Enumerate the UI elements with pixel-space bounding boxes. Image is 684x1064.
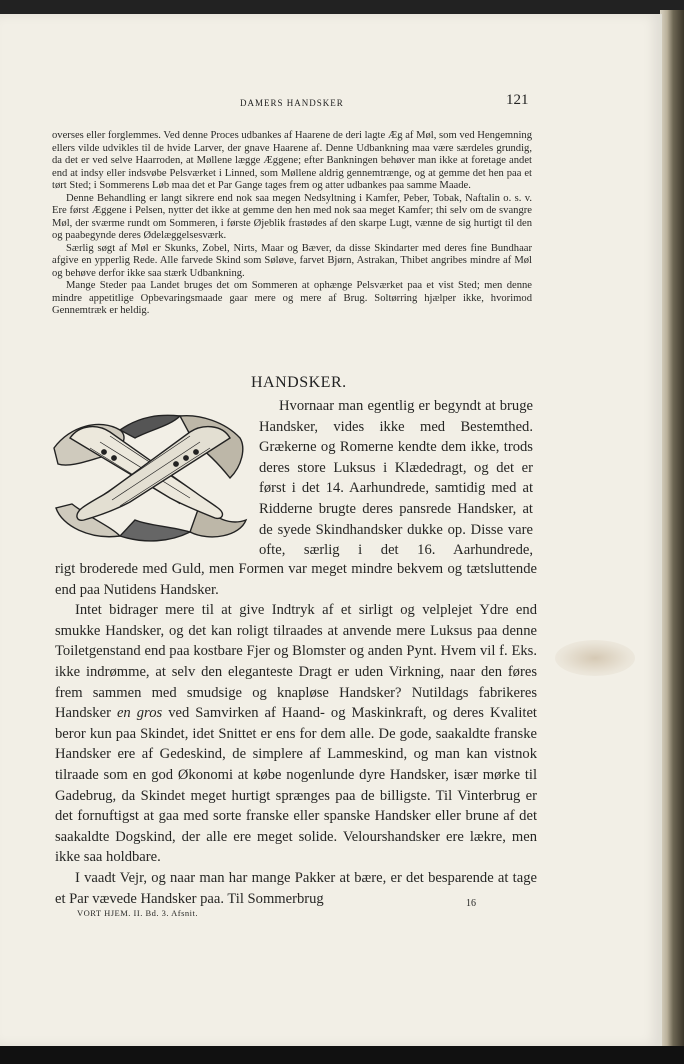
running-title: DAMERS HANDSKER [240, 98, 344, 108]
small-paragraph: overses eller forglemmes. Ved denne Proces udbankes af Haarene de deri lagte Æg af Møl, som ved Hengemning ellers vilde udvikles til de hvide Larver, der gnave Haarene af. Denne Udbankning maa være særdeles grundig, da det er ved selve Haarroden, at Møllene lægge Æggene; efter Bankningen behøver man ikke at foretage andet end at indsy eller indsvøbe Pelsværket i Linned, som Møllene aldrig gennemtrænge, og at gemme det hen paa et tørt Sted; i Sommerens Løb maa det et Par Gange tages frem og atter udbankes paa samme Maade. [52, 130, 533, 191]
main-paragraph: I vaadt Vejr, og naar man har mange Pakker at bære, er det besparende at tage et Par vævede Handsker paa. Til Sommerbrug [55, 869, 537, 907]
small-print-block [52, 130, 532, 318]
section-heading: HANDSKER. [251, 374, 347, 391]
main-paragraph: rigt broderede med Guld, men Formen var meget mindre bekvem og tætsluttende end paa Nutidens Handsker. [55, 561, 537, 598]
page-stain [555, 640, 635, 676]
main-paragraph: Hvornaar man egentlig er begyndt at bruge Handsker, vides ikke med Bestemthed. Grækerne og Romerne kendte dem ikke, trods deres store Luksus i Klædedragt, og det er først i det 14. Aarhundrede, samtidig med at Ridderne brugte deres pansrede Handsker, at de syede Skindhandsker dukke op. Disse vare ofte, særlig i det 16. Aarhundrede, [259, 398, 533, 559]
gloves-illustration-icon [50, 408, 250, 546]
text-run: Intet bidrager mere til at give Indtryk af et sirligt og velplejet Ydre end smukke Handsker, og det kan roligt tilraades at anvende mere Luksus paa denne Toiletgenstand end paa kostbare Fjer og Blomster og anden Pynt. Hvem vil f. Eks. ikke indrømme, at selv den eleganteste Dragt er uden Virkning, naar den føres frem sammen med smudsige og knapløse Handsker? Nutildags fabrikeres Handsker [55, 602, 537, 722]
main-text-block [55, 559, 537, 909]
italic-term: en gros [116, 705, 163, 722]
intro-paragraph-narrow [259, 396, 533, 561]
book-spine [660, 10, 684, 1050]
text-run: ved Samvirken af Haand- og Maskinkraft, og deres Kvalitet beror kun paa Skindet, idet Snittet er ens for dem alle. De gode, saakaldte franske Handsker ere af Gedeskind, de simplere af Lammeskind, og man kan vistnok tilraade som en god Økonomi at købe nogenlunde dyre Handsker, især mørke til Gadebrug, da Skindet meget hurtigt sprænges paa de billigste. Til Vinterbrug er det fornuftigst at gaa med sorte franske eller spanske Handsker eller brune af det saakaldte Dogskind, der alle ere meget solide. Veloursha​ndsker ere lækre, men ikke saa holdbare. [55, 705, 537, 866]
scan-top-edge [0, 0, 684, 14]
main-paragraph [55, 600, 537, 868]
sheet-number: 16 [466, 898, 476, 909]
small-paragraph: Mange Steder paa Landet bruges det om Sommeren at ophænge Pelsværket paa et vist Sted; men denne mindre appetitlige Opbevaringsmaade gaar mere og mere af Brug. Soltørring hjælper ikke, hvorimod Gennemtræk er heldig. [52, 280, 532, 316]
small-paragraph: Denne Behandling er langt sikrere end nok saa megen Nedsyltning i Kamfer, Peber, Tobak, Naftalin o. s. v. Ere først Æggene i Pelsen, nytter det ikke at gemme den hen med nok saa meget Kamfer; thi selv om de svangre Møl, der sværme rundt om Sommeren, i første Øjeblik frastødes af den skarpe Lugt, vænne de sig hurtigt til den og paabegynde deres Ødelæggelsesværk. [52, 192, 532, 241]
scan-bottom-edge [0, 1046, 684, 1064]
small-paragraph: Særlig søgt af Møl er Skunks, Zobel, Nirts, Maar og Bæver, da disse Skindarter med deres fine Bundhaar afgive en ypperlig Rede. Alle farvede Skind som Søløve, farvet Bjørn, Astrakan, Thibet angribes mindre af Møl og behøve derfor ikke saa stærk Udbankning. [52, 242, 532, 279]
page-number: 121 [506, 92, 529, 108]
printer-signature: VORT HJEM. II. Bd. 3. Afsnit. [77, 908, 199, 918]
